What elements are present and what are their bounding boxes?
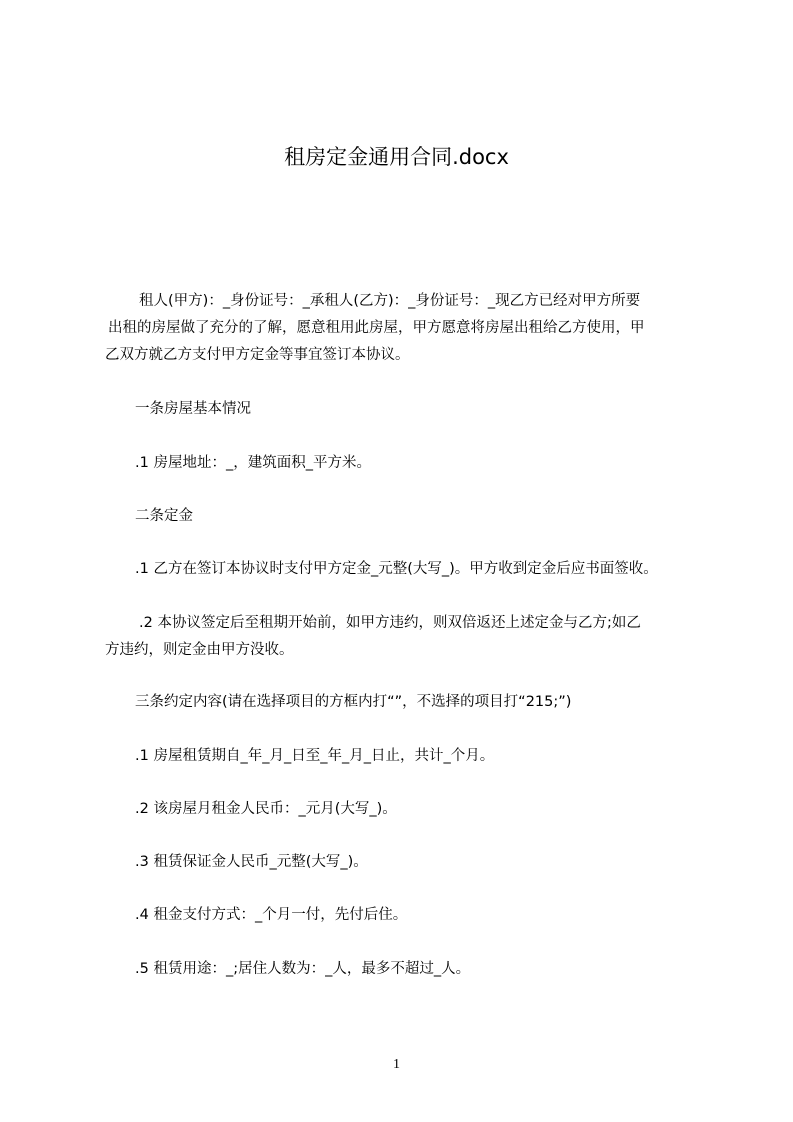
section-3-item-4: .4 租金支付方式：_个月一付，先付后住。 (135, 907, 408, 923)
section-1-heading: 一条房屋基本情况 (135, 401, 251, 417)
section-3-item-1: .1 房屋租赁期自_年_月_日至_年_月_日止，共计_个月。 (135, 748, 495, 764)
section-2-item-2-line-2: 方违约，则定金由甲方没收。 (105, 642, 294, 658)
intro-line-1: 租人(甲方)：_身份证号：_承租人(乙方)：_身份证号：_现乙方已经对甲方所要 (139, 293, 641, 309)
section-3-item-5: .5 租赁用途：_;居住人数为：_人，最多不超过_人。 (135, 961, 471, 977)
section-3-item-3: .3 租赁保证金人民币_元整(大写_)。 (135, 854, 368, 870)
section-2-item-1: .1 乙方在签订本协议时支付甲方定金_元整(大写_)。甲方收到定金后应书面签收。 (135, 561, 658, 577)
section-1-item-1: .1 房屋地址：_，建筑面积_平方米。 (135, 455, 371, 471)
page-number: 1 (393, 1057, 400, 1072)
section-2-heading: 二条定金 (135, 508, 193, 524)
document-title: 租房定金通用合同.docx (284, 145, 509, 169)
intro-line-2: 出租的房屋做了充分的了解，愿意租用此房屋，甲方愿意将房屋出租给乙方使用，甲 (108, 320, 645, 336)
section-3-heading: 三条约定内容(请在选择项目的方框内打“”，不选择的项目打“215;”) (135, 694, 572, 710)
section-2-item-2-line-1: .2 本协议签定后至租期开始前，如甲方违约，则双倍返还上述定金与乙方;如乙 (139, 615, 641, 631)
intro-line-3: 乙双方就乙方支付甲方定金等事宜签订本协议。 (105, 347, 410, 363)
section-3-item-2: .2 该房屋月租金人民币：_元月(大写_)。 (135, 801, 397, 817)
